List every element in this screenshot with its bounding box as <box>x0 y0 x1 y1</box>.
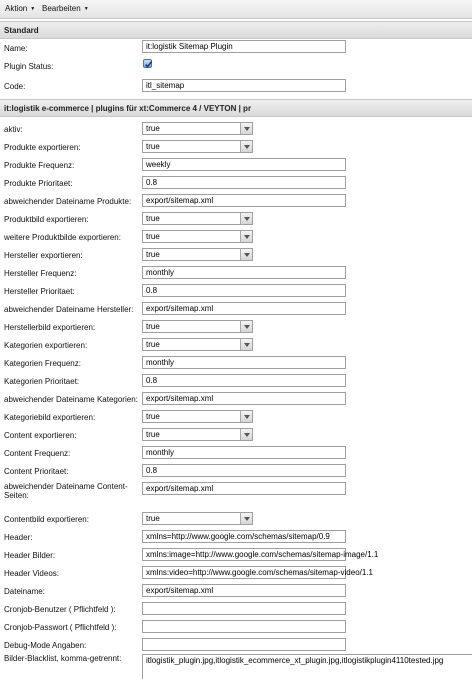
dropdown-arrow-icon[interactable] <box>240 213 252 224</box>
dropdown-arrow-icon[interactable] <box>240 141 252 152</box>
menu-aktion-label: Aktion <box>5 4 28 13</box>
kategorien-prioritaet-input[interactable]: 0.8 <box>142 374 346 387</box>
select-value: true <box>146 232 160 241</box>
produktbild-exportieren-select[interactable] <box>142 212 253 225</box>
label-kategorien-frequenz: Kategorien Frequenz: <box>4 359 81 368</box>
name-input[interactable]: it:logistik Sitemap Plugin <box>142 40 346 53</box>
kategoriebild-exportieren-select[interactable] <box>142 410 253 423</box>
plugin-status-checkbox[interactable] <box>143 59 152 68</box>
content-exportieren-select[interactable] <box>142 428 253 441</box>
dropdown-arrow-icon[interactable] <box>240 231 252 242</box>
menu-bearbeiten-label: Bearbeiten <box>42 4 81 13</box>
section-title-plugin: it:logistik e-commerce | plugins für xt:Commerce 4 / VEYTON | pr <box>4 104 252 113</box>
section-header-standard <box>0 21 472 39</box>
label-kategorien-prioritaet: Kategorien Prioritaet: <box>4 377 80 386</box>
header-bilder-input[interactable]: xmlns:image=http://www.google.com/schemas/sitemap-image/1.1 <box>142 548 346 561</box>
label-cronjob-passwort-pflichtfeld: Cronjob-Passwort ( Pflichtfeld ): <box>4 623 117 632</box>
label-abweichender-dateiname-hersteller: abweichender Dateiname Hersteller: <box>4 305 134 314</box>
label-abweichender-dateiname-content-seiten: abweichender Dateiname Content-Seiten: <box>4 482 128 500</box>
label-header: Header: <box>4 533 33 542</box>
label-bilder-blacklist: Bilder-Blacklist, komma-getrennt: <box>4 654 122 663</box>
produkte-frequenz-input[interactable]: weekly <box>142 158 346 171</box>
dropdown-arrow-icon[interactable] <box>240 321 252 332</box>
label-abweichender-dateiname-produkte: abweichender Dateiname Produkte: <box>4 197 132 206</box>
hersteller-frequenz-input[interactable]: monthly <box>142 266 346 279</box>
label-plugin-status: Plugin Status: <box>4 62 54 71</box>
contentbild-exportieren-select[interactable] <box>142 512 253 525</box>
select-value: true <box>146 322 160 331</box>
toolbar <box>0 0 472 19</box>
label-contentbild-exportieren: Contentbild exportieren: <box>4 515 89 524</box>
herstellerbild-exportieren-select[interactable] <box>142 320 253 333</box>
bilder-blacklist-textarea[interactable]: itlogistik_plugin.jpg,itlogistik_ecommerce_xt_plugin.jpg,itlogistikplugin4110tested.jpg <box>142 654 472 679</box>
dropdown-arrow-icon[interactable] <box>240 339 252 350</box>
content-prioritaet-input[interactable]: 0.8 <box>142 464 346 477</box>
produkte-exportieren-select[interactable] <box>142 140 253 153</box>
hersteller-exportieren-select[interactable] <box>142 248 253 261</box>
produkte-prioritaet-input[interactable]: 0.8 <box>142 176 346 189</box>
abweichender-dateiname-kategorien-input[interactable]: export/sitemap.xml <box>142 392 346 405</box>
select-value: true <box>146 430 160 439</box>
kategorien-exportieren-select[interactable] <box>142 338 253 351</box>
section-title-standard: Standard <box>4 26 39 35</box>
label-content-exportieren: Content exportieren: <box>4 431 77 440</box>
label-header-videos: Header Videos: <box>4 569 59 578</box>
label-cronjob-benutzer-pflichtfeld: Cronjob-Benutzer ( Pflichtfeld ): <box>4 605 116 614</box>
header-input[interactable]: xmlns=http://www.google.com/schemas/sitemap/0.9 <box>142 530 346 543</box>
label-aktiv: aktiv: <box>4 125 23 134</box>
menu-aktion[interactable] <box>5 4 35 13</box>
dropdown-arrow-icon[interactable] <box>240 513 252 524</box>
select-value: true <box>146 142 160 151</box>
label-produkte-prioritaet: Produkte Prioritaet: <box>4 179 73 188</box>
label-produktbild-exportieren: Produktbild exportieren: <box>4 215 89 224</box>
kategorien-frequenz-input[interactable]: monthly <box>142 356 346 369</box>
caret-down-icon: ▼ <box>30 6 36 12</box>
select-value: true <box>146 412 160 421</box>
checkmark-icon <box>144 60 153 69</box>
label-name: Name: <box>4 44 28 53</box>
label-content-prioritaet: Content Prioritaet: <box>4 467 69 476</box>
label-kategorien-exportieren: Kategorien exportieren: <box>4 341 88 350</box>
weitere-produktbilde-exportieren-select[interactable] <box>142 230 253 243</box>
label-debug-mode-angaben: Debug-Mode Angaben: <box>4 641 87 650</box>
content-frequenz-input[interactable]: monthly <box>142 446 346 459</box>
label-herstellerbild-exportieren: Herstellerbild exportieren: <box>4 323 96 332</box>
dropdown-arrow-icon[interactable] <box>240 123 252 134</box>
label-produkte-frequenz: Produkte Frequenz: <box>4 161 75 170</box>
dateiname-input[interactable]: export/sitemap.xml <box>142 584 346 597</box>
cronjob-benutzer-pflichtfeld-input[interactable] <box>142 602 346 615</box>
abweichender-dateiname-produkte-input[interactable]: export/sitemap.xml <box>142 194 346 207</box>
caret-down-icon: ▼ <box>83 6 89 12</box>
cronjob-passwort-pflichtfeld-input[interactable] <box>142 620 346 633</box>
label-dateiname: Dateiname: <box>4 587 45 596</box>
abweichender-dateiname-hersteller-input[interactable]: export/sitemap.xml <box>142 302 346 315</box>
label-hersteller-prioritaet: Hersteller Prioritaet: <box>4 287 75 296</box>
hersteller-prioritaet-input[interactable]: 0.8 <box>142 284 346 297</box>
label-hersteller-frequenz: Hersteller Frequenz: <box>4 269 77 278</box>
menu-bearbeiten[interactable] <box>42 4 89 13</box>
section-header-plugin <box>0 99 472 117</box>
label-content-frequenz: Content Frequenz: <box>4 449 71 458</box>
select-value: true <box>146 250 160 259</box>
label-kategoriebild-exportieren: Kategoriebild exportieren: <box>4 413 96 422</box>
select-value: true <box>146 514 160 523</box>
select-value: true <box>146 214 160 223</box>
select-value: true <box>146 124 160 133</box>
label-header-bilder: Header Bilder: <box>4 551 56 560</box>
dropdown-arrow-icon[interactable] <box>240 429 252 440</box>
aktiv-select[interactable] <box>142 122 253 135</box>
label-abweichender-dateiname-kategorien: abweichender Dateiname Kategorien: <box>4 395 138 404</box>
debug-mode-angaben-input[interactable] <box>142 638 346 651</box>
select-value: true <box>146 340 160 349</box>
header-videos-input[interactable]: xmlns:video=http://www.google.com/schemas/sitemap-video/1.1 <box>142 566 346 579</box>
label-code: Code: <box>4 82 26 91</box>
code-input[interactable]: itl_sitemap <box>142 79 346 92</box>
dropdown-arrow-icon[interactable] <box>240 411 252 422</box>
abweichender-dateiname-content-seiten-input[interactable]: export/sitemap.xml <box>142 482 346 495</box>
label-hersteller-exportieren: Hersteller exportieren: <box>4 251 83 260</box>
label-produkte-exportieren: Produkte exportieren: <box>4 143 81 152</box>
label-weitere-produktbilde-exportieren: weitere Produktbilde exportieren: <box>4 233 121 242</box>
dropdown-arrow-icon[interactable] <box>240 249 252 260</box>
